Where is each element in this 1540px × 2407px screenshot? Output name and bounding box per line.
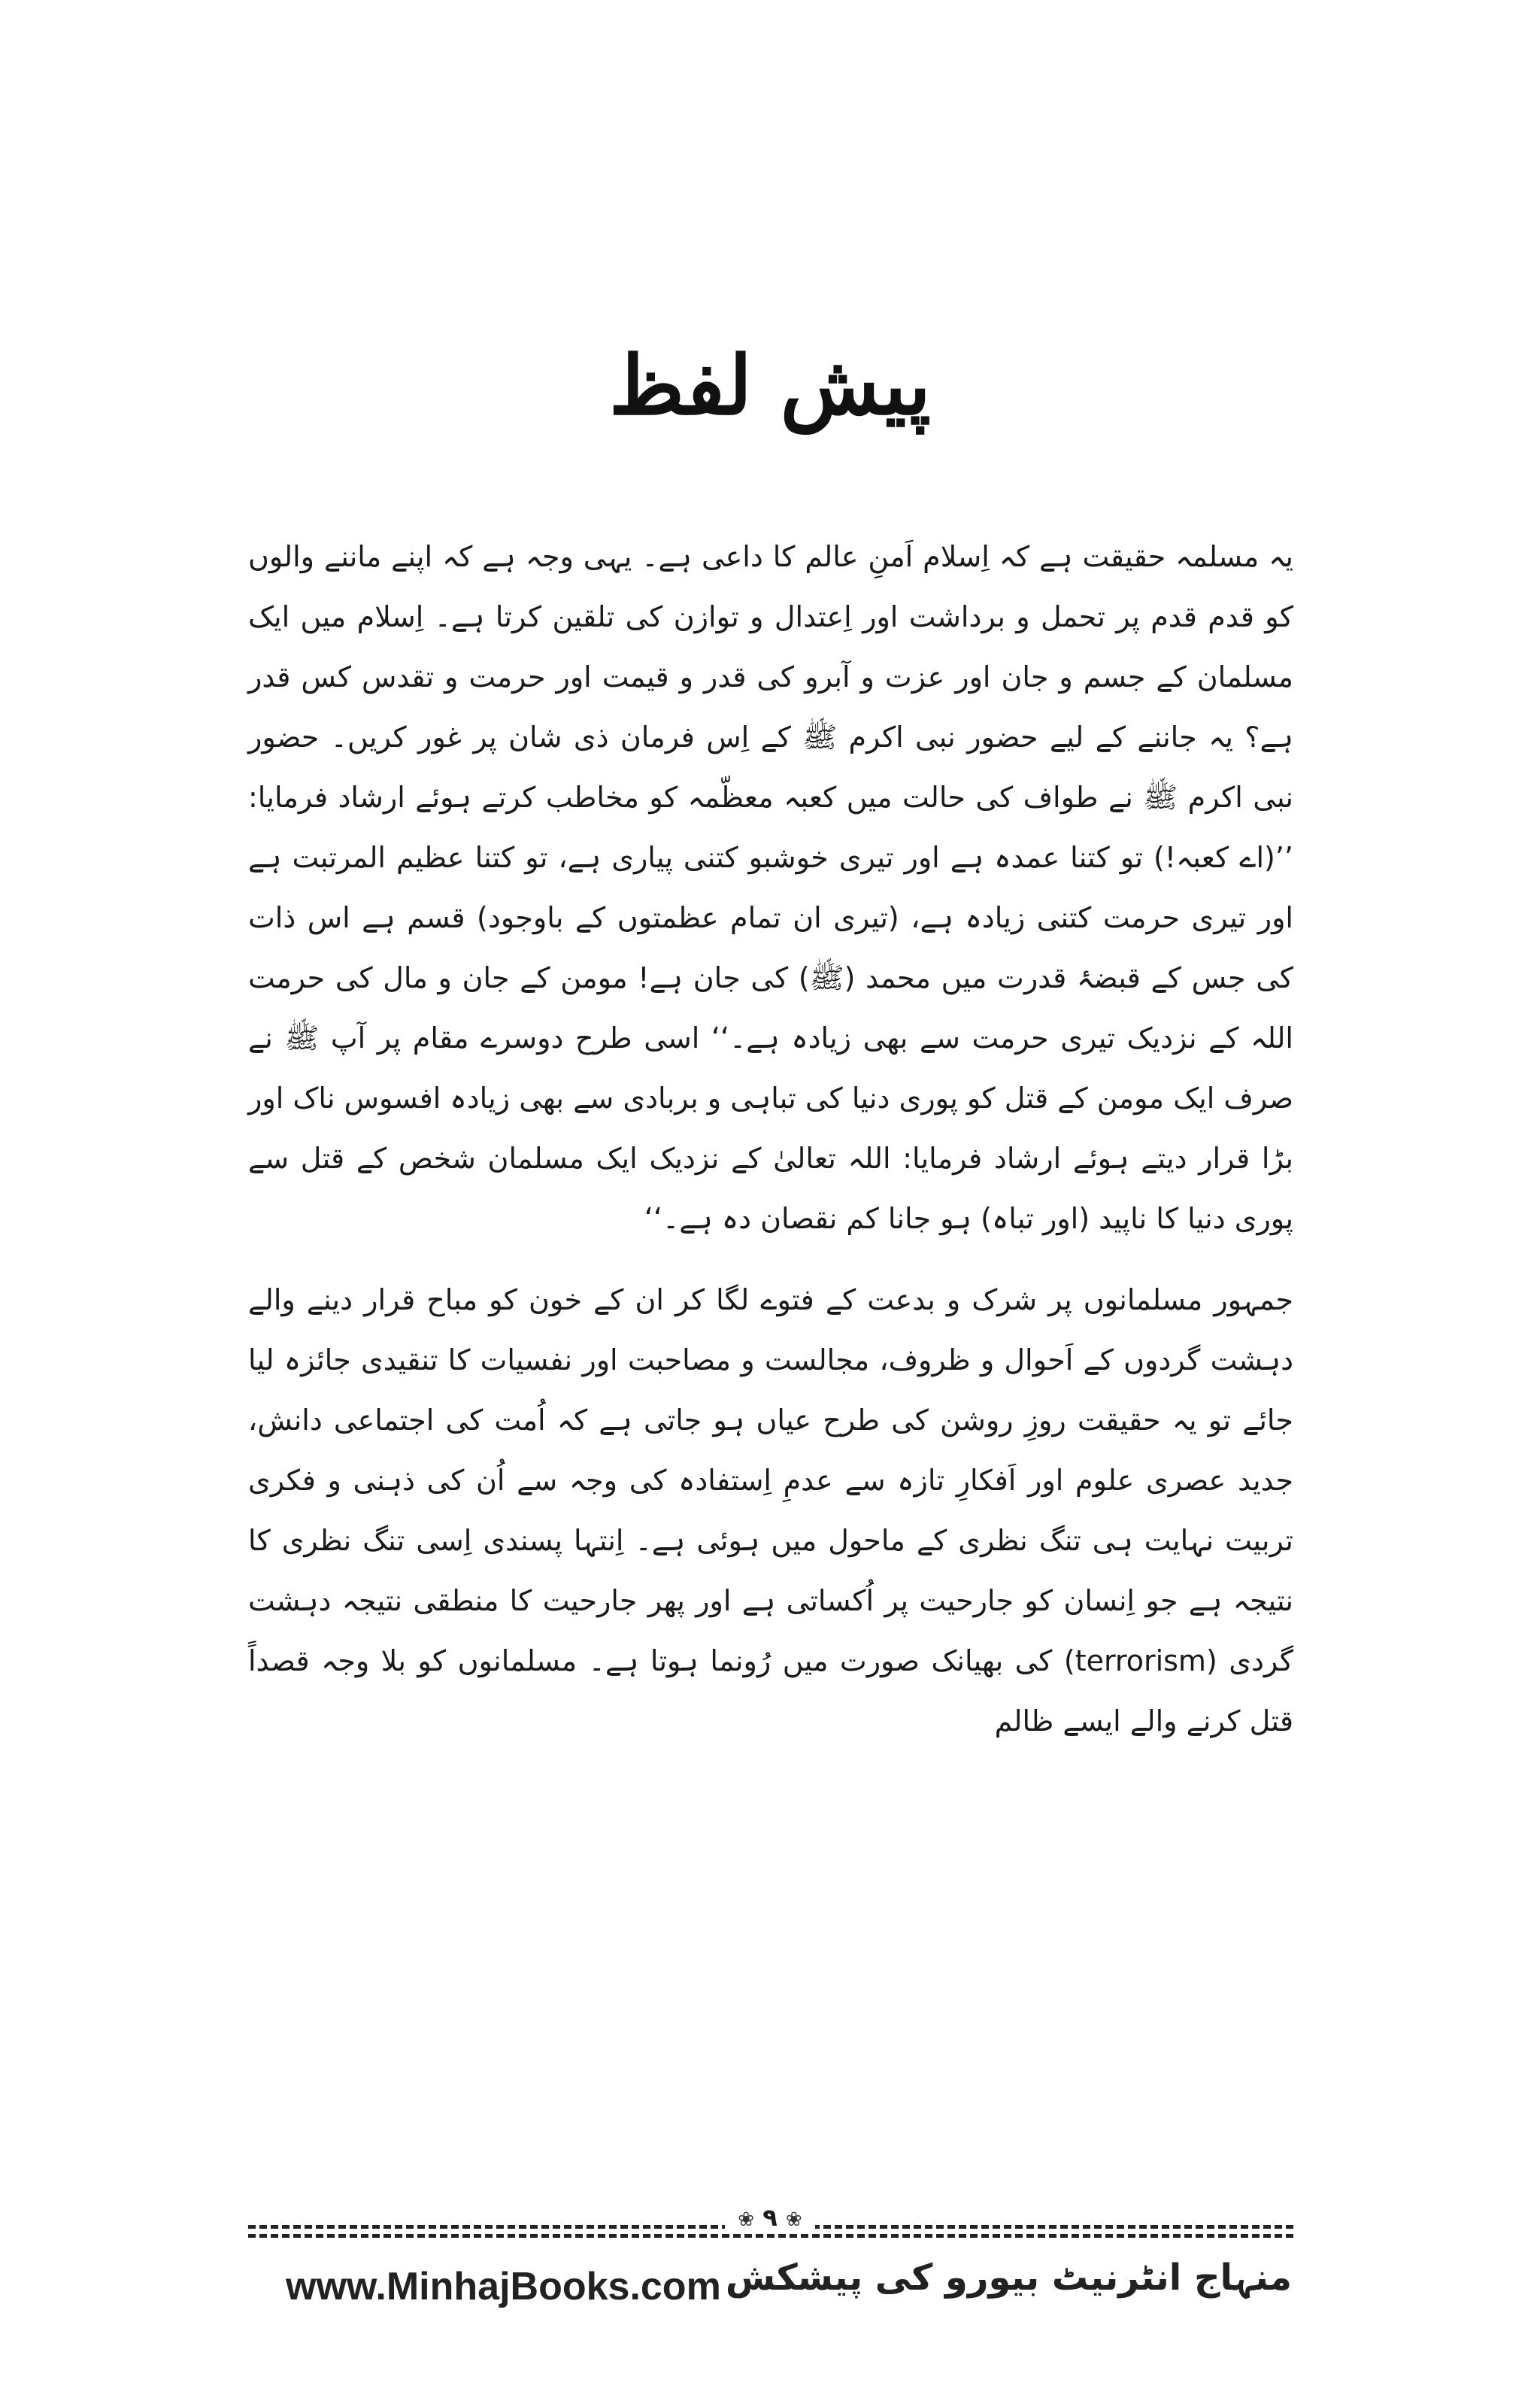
ornament-icon: ❀ xyxy=(785,2208,802,2231)
paragraph: یہ مسلمہ حقیقت ہے کہ اِسلام اَمنِ عالم کا داعی ہے۔ یہی وجہ ہے کہ اپنے ماننے والوں کو قدم قدم پر تحمل و برداشت اور اِعتدال و توازن کی تلقین کرتا ہے۔ اِسلام میں ایک مسلمان کے جسم و جان اور عزت و آبرو کی قدر و قیمت اور حرمت و تقدس کس قدر ہے؟ یہ جاننے کے لیے حضور نبی اکرم ﷺ کے اِس فرمان ذی شان پر غور کریں۔ حضور نبی اکرم ﷺ نے طواف کی حالت میں کعبہ معظّمہ کو مخاطب کرتے ہوئے ارشاد فرمایا: ’’(اے کعبہ!) تو کتنا عمدہ ہے اور تیری خوشبو کتنی پیاری ہے، تو کتنا عظیم المرتبت ہے اور تیری حرمت کتنی زیادہ ہے، (تیری ان تمام عظمتوں کے باوجود) قسم ہے اس ذات کی جس کے قبضۂ قدرت میں محمد (ﷺ) کی جان ہے! مومن کے جان و مال کی حرمت اللہ کے نزدیک تیری حرمت سے بھی زیادہ ہے۔‘‘ اسی طرح دوسرے مقام پر آپ ﷺ نے صرف ایک مومن کے قتل کو پوری دنیا کی تباہی و بربادی سے بھی زیادہ افسوس ناک اور بڑا قرار دیتے ہوئے ارشاد فرمایا: اللہ تعالیٰ کے نزدیک ایک مسلمان شخص کے قتل سے پوری دنیا کا ناپید (اور تباہ) ہو جانا کم نقصان دہ ہے۔‘‘ xyxy=(248,540,1293,1235)
ornament-icon: ❀ xyxy=(738,2208,755,2231)
body-text xyxy=(248,527,1293,1772)
page-title: پیش لفظ xyxy=(609,338,931,433)
footer-publisher: منہاج انٹرنیٹ بیورو کی پیشکش xyxy=(725,2257,1292,2299)
page-number-badge xyxy=(725,2201,815,2234)
page-number: ۹ xyxy=(762,2203,778,2232)
divider-line xyxy=(248,2234,1293,2238)
footer-website[interactable]: www.MinhajBooks.com xyxy=(286,2265,721,2308)
paragraph: جمہور مسلمانوں پر شرک و بدعت کے فتوے لگا کر ان کے خون کو مباح قرار دینے والے دہشت گردوں کے اَحوال و ظروف، مجالست و مصاحبت اور نفسیات کا تنقیدی جائزہ لیا جائے تو یہ حقیقت روزِ روشن کی طرح عیاں ہو جاتی ہے کہ اُمت کی اجتماعی دانش، جدید عصری علوم اور اَفکارِ تازہ سے عدمِ اِستفادہ کی وجہ سے اُن کی ذہنی و فکری تربیت نہایت ہی تنگ نظری کے ماحول میں ہوئی ہے۔ اِنتہا پسندی اِسی تنگ نظری کا نتیجہ ہے جو اِنسان کو جارحیت پر اُکساتی ہے اور پھر جارحیت کا منطقی نتیجہ دہشت گردی (terrorism) کی بھیانک صورت میں رُونما ہوتا ہے۔ مسلمانوں کو بلا وجہ قصداً قتل کرنے والے ایسے ظالم xyxy=(248,1283,1293,1738)
